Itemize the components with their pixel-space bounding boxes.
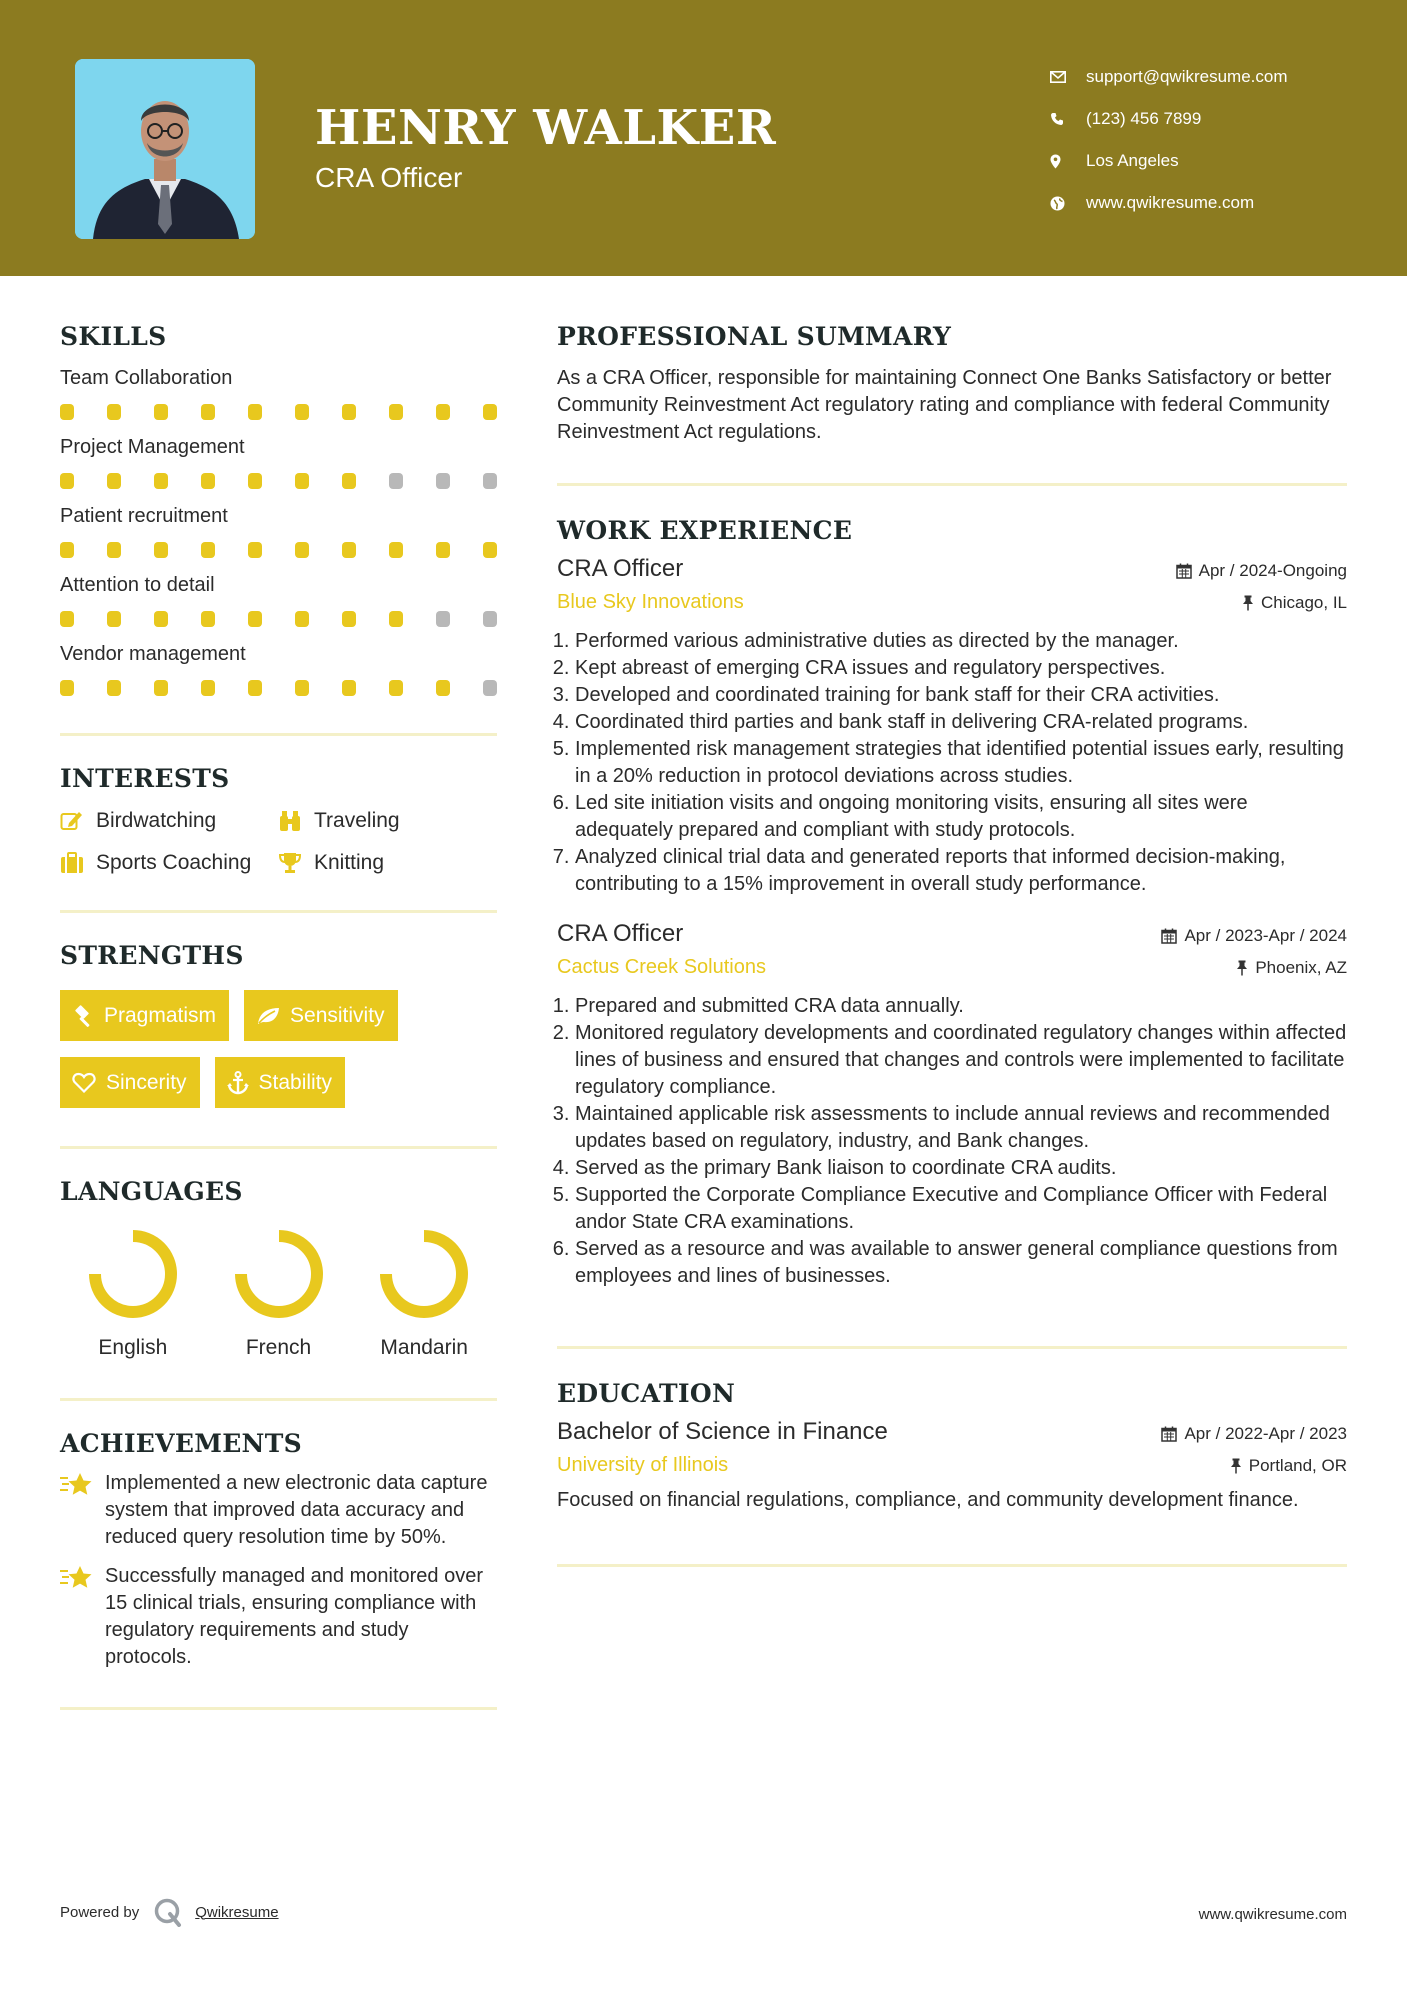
skill-dot-filled (201, 542, 215, 558)
skill-dot-filled (295, 473, 309, 489)
language-proficiency-ring (233, 1228, 325, 1320)
company-name: Cactus Creek Solutions (557, 956, 766, 978)
strength-label: Stability (258, 1070, 333, 1094)
language-proficiency-ring (378, 1228, 470, 1320)
strength-tag (60, 990, 229, 1041)
skill-name: Project Management (60, 436, 245, 458)
interest-item (278, 851, 497, 875)
briefcase-icon (60, 852, 96, 874)
education-location (1230, 1456, 1347, 1476)
skill-dot-filled (154, 680, 168, 696)
school-name: University of Illinois (557, 1454, 729, 1476)
footer-website[interactable]: www.qwikresume.com (1198, 1906, 1347, 1923)
strength-label: Sensitivity (290, 1003, 385, 1027)
strength-tag (215, 1057, 346, 1108)
section-divider (60, 1398, 497, 1401)
skill-dot-filled (107, 680, 121, 696)
strengths-title: STRENGTHS (60, 941, 244, 970)
job-location (1242, 593, 1347, 613)
trophy-icon (278, 852, 314, 874)
skill-dot-filled (60, 542, 74, 558)
footer-powered-by (60, 1897, 279, 1927)
skill-name: Team Collaboration (60, 367, 233, 389)
skill-dot-filled (342, 542, 356, 558)
star-icon (60, 1563, 105, 1671)
interest-label: Knitting (314, 851, 385, 874)
skill-dot-filled (107, 542, 121, 558)
language-proficiency-arc (95, 1236, 171, 1312)
contact-phone[interactable] (1050, 98, 1288, 140)
skill-dot-filled (342, 680, 356, 696)
job-responsibilities (557, 993, 1347, 1290)
language-proficiency-ring (87, 1228, 179, 1320)
section-divider (60, 733, 497, 736)
skill-dot-filled (295, 404, 309, 420)
job-responsibilities (557, 628, 1347, 898)
skill-dot-filled (436, 680, 450, 696)
achievement-text: Successfully managed and monitored over 15 clinical trials, ensuring compliance with regulatory requirements and study protocols. (105, 1565, 483, 1668)
strength-label: Sincerity (106, 1070, 187, 1094)
job-entry (557, 555, 1347, 898)
job-dates (1176, 561, 1347, 581)
leaf-icon (256, 1006, 280, 1026)
skill-item (60, 574, 497, 627)
binoculars-icon (278, 810, 314, 832)
calendar-icon (1161, 1426, 1177, 1442)
education-title: EDUCATION (557, 1379, 736, 1408)
responsibility-item: 6. Led site initiation visits and ongoing monitoring visits, ensuring all sites were adequately prepared and compliant with study protocols. (575, 790, 1347, 844)
skill-dot-filled (107, 473, 121, 489)
achievements-title: ACHIEVEMENTS (60, 1429, 302, 1458)
responsibility-item: 4. Coordinated third parties and bank staff in delivering CRA-related programs. (575, 709, 1347, 736)
skill-dot-empty (389, 473, 403, 489)
section-divider (60, 1707, 497, 1710)
section-divider (60, 910, 497, 913)
skills-title: SKILLS (60, 322, 167, 351)
skill-dot-filled (389, 542, 403, 558)
achievements-list (60, 1470, 497, 1671)
skill-dot-empty (483, 680, 497, 696)
skill-item (60, 436, 497, 489)
strength-tag (60, 1057, 200, 1108)
skill-name: Patient recruitment (60, 505, 228, 527)
skill-item (60, 367, 497, 420)
responsibility-item: 6. Served as a resource and was available to answer general compliance questions from employees and lines of businesses. (575, 1236, 1347, 1290)
interest-label: Traveling (314, 809, 400, 832)
responsibility-item: 7. Analyzed clinical trial data and generated reports that informed decision-making, contributing to a 15% improvement in overall study performance. (575, 844, 1347, 898)
skill-rating (60, 611, 497, 627)
contact-phone-text: (123) 456 7899 (1086, 109, 1202, 128)
contact-list (1050, 56, 1288, 224)
responsibility-item: 5. Implemented risk management strategies that identified potential issues early, resulting in a 20% reduction in protocol deviations across studies. (575, 736, 1347, 790)
skill-dot-filled (60, 680, 74, 696)
job-location-text: Chicago, IL (1261, 593, 1347, 612)
job-title: CRA Officer (557, 920, 684, 947)
skill-dot-filled (201, 680, 215, 696)
skill-dot-filled (389, 680, 403, 696)
responsibility-item: 1. Prepared and submitted CRA data annually. (575, 993, 1347, 1020)
job-location (1236, 958, 1347, 978)
skill-dot-filled (248, 404, 262, 420)
header (0, 0, 1407, 276)
skill-dot-filled (201, 404, 215, 420)
globe-icon (1050, 196, 1086, 211)
skill-dot-filled (201, 611, 215, 627)
skill-dot-filled (107, 611, 121, 627)
interest-item (60, 851, 278, 875)
job-entry (557, 920, 1347, 1290)
contact-email-text: support@qwikresume.com (1086, 67, 1288, 86)
degree-title: Bachelor of Science in Finance (557, 1418, 888, 1445)
skill-rating (60, 542, 497, 558)
achievement-text: Implemented a new electronic data capture system that improved data accuracy and reduced query resolution time by 50%. (105, 1472, 488, 1548)
pushpin-icon (1242, 595, 1254, 611)
skill-dot-filled (342, 404, 356, 420)
experience-title: WORK EXPERIENCE (557, 516, 853, 545)
job-header (557, 920, 1347, 948)
contact-website[interactable] (1050, 182, 1288, 224)
pushpin-icon (1236, 960, 1248, 976)
skill-dot-filled (107, 404, 121, 420)
language-label: English (98, 1336, 168, 1359)
skill-dot-filled (60, 611, 74, 627)
skill-dot-empty (483, 611, 497, 627)
interest-label: Birdwatching (96, 809, 217, 832)
section-divider (60, 1146, 497, 1149)
gavel-icon (72, 1005, 94, 1027)
language-item (60, 1228, 206, 1360)
section-divider (557, 483, 1347, 486)
skill-dot-filled (248, 473, 262, 489)
skill-rating (60, 473, 497, 489)
right-column (557, 322, 1347, 1567)
strength-label: Pragmatism (104, 1003, 217, 1027)
job-title: CRA Officer (557, 555, 684, 582)
interests-list (60, 809, 497, 875)
skill-item (60, 643, 497, 696)
achievement-item (60, 1563, 497, 1671)
interests-title: INTERESTS (60, 764, 230, 793)
languages-list (60, 1228, 497, 1360)
candidate-name: HENRY WALKER (315, 100, 777, 156)
skill-name: Attention to detail (60, 574, 215, 596)
responsibility-item: 2. Monitored regulatory developments and coordinated regulatory changes within affected lines of business and ensured that changes and controls were implemented to facilitate regulatory compliance. (575, 1020, 1347, 1101)
job-dates-text: Apr / 2023-Apr / 2024 (1184, 926, 1347, 945)
skills-list (60, 367, 497, 696)
skill-dot-filled (154, 611, 168, 627)
responsibility-item: 1. Performed various administrative duties as directed by the manager. (575, 628, 1347, 655)
education-dates (1161, 1424, 1347, 1444)
location-pin-icon (1050, 154, 1086, 169)
job-location-text: Phoenix, AZ (1255, 958, 1347, 977)
skill-dot-filled (342, 611, 356, 627)
candidate-role: CRA Officer (315, 162, 463, 193)
education-dates-text: Apr / 2022-Apr / 2023 (1184, 1424, 1347, 1443)
skill-dot-filled (154, 404, 168, 420)
skill-rating (60, 680, 497, 696)
calendar-icon (1161, 928, 1177, 944)
powered-by-label: Powered by (60, 1903, 140, 1921)
contact-website-text: www.qwikresume.com (1086, 193, 1255, 212)
job-subheader (557, 956, 1347, 979)
skill-item (60, 505, 497, 558)
language-item (206, 1228, 352, 1360)
education-header (557, 1418, 1347, 1446)
heart-icon (72, 1072, 96, 1093)
skill-dot-filled (483, 542, 497, 558)
section-divider (557, 1346, 1347, 1349)
language-proficiency-arc (386, 1236, 462, 1312)
star-icon (60, 1470, 105, 1551)
job-dates-text: Apr / 2024-Ongoing (1198, 561, 1347, 580)
qwikresume-link[interactable]: Qwikresume (195, 1903, 279, 1921)
profile-photo (75, 59, 255, 239)
interest-label: Sports Coaching (96, 851, 252, 874)
calendar-icon (1176, 563, 1192, 579)
contact-location (1050, 140, 1288, 182)
skill-rating (60, 404, 497, 420)
interest-item (60, 809, 278, 833)
education-description: Focused on financial regulations, compliance, and community development finance. (557, 1489, 1299, 1511)
contact-email[interactable] (1050, 56, 1288, 98)
education-entry (557, 1418, 1347, 1514)
job-dates (1161, 926, 1347, 946)
skill-dot-filled (248, 611, 262, 627)
skill-dot-filled (60, 473, 74, 489)
contact-location-text: Los Angeles (1086, 151, 1179, 170)
skill-dot-filled (60, 404, 74, 420)
left-column (60, 322, 497, 1710)
interest-item (278, 809, 497, 833)
skill-dot-filled (154, 542, 168, 558)
language-label: Mandarin (380, 1336, 468, 1359)
language-proficiency-arc (241, 1236, 317, 1312)
responsibility-item: 3. Maintained applicable risk assessments to include annual reviews and recommended updates based on regulatory, industry, and Bank changes. (575, 1101, 1347, 1155)
pencil-icon (60, 810, 96, 832)
skill-dot-filled (295, 680, 309, 696)
responsibility-item: 5. Supported the Corporate Compliance Executive and Compliance Officer with Federal andor State CRA examinations. (575, 1182, 1347, 1236)
languages-title: LANGUAGES (60, 1177, 243, 1206)
anchor-icon (227, 1071, 249, 1095)
language-item (351, 1228, 497, 1360)
skill-dot-empty (436, 611, 450, 627)
skill-dot-filled (248, 542, 262, 558)
qwikresume-logo-icon (153, 1897, 183, 1927)
responsibility-item: 4. Served as the primary Bank liaison to coordinate CRA audits. (575, 1155, 1347, 1182)
skill-name: Vendor management (60, 643, 246, 665)
strengths-list (60, 990, 497, 1108)
skill-dot-filled (389, 611, 403, 627)
skill-dot-filled (436, 404, 450, 420)
skill-dot-filled (295, 542, 309, 558)
company-name: Blue Sky Innovations (557, 591, 744, 613)
responsibility-item: 3. Developed and coordinated training for bank staff for their CRA activities. (575, 682, 1347, 709)
skill-dot-filled (154, 473, 168, 489)
summary-text: As a CRA Officer, responsible for maintaining Connect One Banks Satisfactory or better Community Reinvestment Act regulatory rating and compliance with federal Community Reinvestment Act regulations. (557, 367, 1332, 443)
skill-dot-filled (295, 611, 309, 627)
phone-icon (1050, 112, 1086, 126)
skill-dot-filled (389, 404, 403, 420)
strength-tag (244, 990, 398, 1041)
skill-dot-empty (483, 473, 497, 489)
education-location-text: Portland, OR (1248, 1456, 1347, 1475)
skill-dot-filled (248, 680, 262, 696)
job-subheader (557, 591, 1347, 614)
skill-dot-filled (342, 473, 356, 489)
summary-title: PROFESSIONAL SUMMARY (557, 322, 952, 351)
skill-dot-filled (436, 542, 450, 558)
envelope-icon (1050, 71, 1086, 83)
section-divider (557, 1564, 1347, 1567)
achievement-item (60, 1470, 497, 1551)
education-subheader (557, 1454, 1347, 1477)
language-label: French (245, 1336, 312, 1359)
skill-dot-filled (201, 473, 215, 489)
pushpin-icon (1230, 1458, 1242, 1474)
job-header (557, 555, 1347, 583)
skill-dot-empty (436, 473, 450, 489)
skill-dot-filled (483, 404, 497, 420)
responsibility-item: 2. Kept abreast of emerging CRA issues and regulatory perspectives. (575, 655, 1347, 682)
